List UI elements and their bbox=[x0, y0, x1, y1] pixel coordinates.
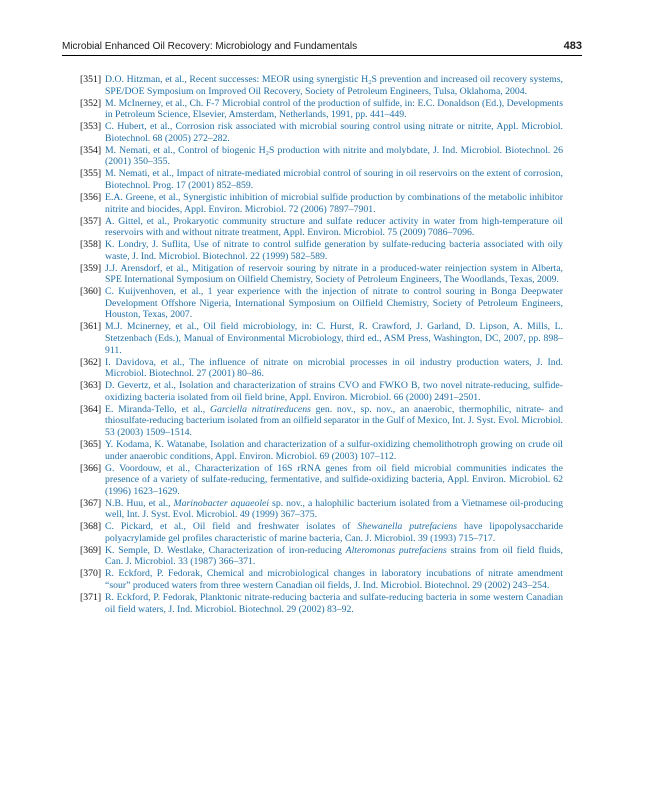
reference-text[interactable] bbox=[105, 498, 563, 521]
reference-number: [359] bbox=[80, 262, 102, 274]
reference-text-segment: G. Voordouw, et al., Characterization of 16S rRNA genes from oil field microbial communities indicates the presence of a variety of sulfate-reducing, fermentative, and sulfide-oxidizing bacteria, Appl. Environ. Microbiol. 62 (1996) 1623–1629. bbox=[105, 462, 563, 497]
reference-text-segment: have lipopolysaccharide polyacrylamide gel profiles characteristic of marine bacteria, Can. J. Microbiol. 39 (1993) 715–717. bbox=[105, 521, 564, 544]
reference-item bbox=[80, 263, 563, 286]
reference-text-segment: J.J. Arensdorf, et al., Mitigation of reservoir souring by nitrate in a produced-water reinjection system in Alberta, SPE International Symposium on Oilfield Chemistry, Society of Petroleum Engineers, The Woodlands, Texas, 2009. bbox=[105, 262, 563, 286]
reference-item bbox=[80, 439, 563, 462]
reference-text-segment: I. Davidova, et al., The influence of nitrate on microbial processes in oil industry production waters, J. Ind. Microbiol. Biotechnol. 27 (2001) 80–86. bbox=[105, 356, 563, 380]
running-head bbox=[62, 40, 582, 52]
reference-text[interactable] bbox=[105, 239, 563, 262]
reference-text-segment: A. Gittel, et al., Prokaryotic community structure and sulfate reducer activity in water from high-temperature oil reservoirs with and without nitrate treatment, Appl. Environ. Microbiol. 75 (2009) 7086–7096. bbox=[105, 215, 563, 239]
reference-text[interactable] bbox=[105, 192, 563, 215]
reference-number: [354] bbox=[80, 144, 102, 156]
reference-text[interactable] bbox=[105, 286, 563, 320]
reference-number: [363] bbox=[80, 380, 102, 392]
reference-item bbox=[80, 498, 563, 521]
reference-text[interactable] bbox=[105, 321, 563, 355]
running-title: Microbial Enhanced Oil Recovery: Microbiology and Fundamentals bbox=[62, 41, 358, 52]
reference-text-segment: gen. nov., sp. nov., an anaerobic, thermophilic, nitrate- and thiosulfate-reducing bacterium isolated from an oilfield separator in the Gulf of Mexico, Int. J. Syst. Evol. Microbiol. 53 (2003) 1509–1514. bbox=[105, 403, 563, 438]
reference-number: [352] bbox=[80, 97, 102, 109]
reference-item bbox=[80, 216, 563, 239]
species-name: Garciella nitratireducens bbox=[209, 403, 311, 415]
reference-item bbox=[80, 98, 563, 121]
reference-text[interactable] bbox=[105, 380, 563, 403]
reference-text[interactable] bbox=[105, 98, 563, 121]
reference-item bbox=[80, 239, 563, 262]
reference-item bbox=[80, 321, 563, 356]
reference-number: [353] bbox=[80, 121, 102, 133]
reference-number: [362] bbox=[80, 356, 102, 368]
page-number: 483 bbox=[563, 40, 582, 52]
reference-item bbox=[80, 592, 563, 615]
reference-item bbox=[80, 74, 563, 97]
reference-item bbox=[80, 168, 563, 191]
reference-text[interactable] bbox=[105, 121, 563, 144]
reference-list bbox=[80, 74, 563, 616]
reference-text-segment: K. Semple, D. Westlake, Characterization of iron-reducing bbox=[105, 544, 346, 556]
reference-number: [351] bbox=[80, 74, 102, 85]
reference-item bbox=[80, 357, 563, 380]
reference-number: [370] bbox=[80, 568, 102, 580]
reference-item bbox=[80, 521, 563, 544]
reference-text[interactable] bbox=[105, 592, 563, 615]
reference-text-segment: C. Hubert, et al., Corrosion risk associated with microbial souring control using nitrate or nitrite, Appl. Microbiol. Biotechnol. 68 (2005) 272–282. bbox=[105, 121, 563, 144]
reference-item bbox=[80, 286, 563, 321]
species-name: Alteromonas putrefaciens bbox=[345, 544, 447, 556]
reference-text[interactable] bbox=[105, 404, 563, 438]
reference-text[interactable] bbox=[105, 357, 563, 380]
reference-item bbox=[80, 568, 563, 591]
reference-text-segment: C. Pickard, et al., Oil field and freshwater isolates of bbox=[105, 521, 358, 533]
reference-text[interactable] bbox=[105, 74, 563, 97]
reference-text[interactable] bbox=[105, 216, 563, 239]
species-name: Marinobacter aquaeolei bbox=[173, 497, 270, 509]
reference-text[interactable] bbox=[105, 463, 563, 497]
reference-item bbox=[80, 145, 563, 168]
reference-number: [365] bbox=[80, 438, 102, 450]
reference-text-segment: M. McInerney, et al., Ch. F-7 Microbial control of the production of sulfide, in: E.C. Donaldson (Ed.), Developments in Petroleum Science, Elsevier, Amsterdam, Netherlands, 1991, pp. 441–449. bbox=[105, 97, 563, 121]
reference-text-segment: strains from oil field fluids, Can. J. Microbiol. 33 (1987) 366–371. bbox=[105, 544, 563, 568]
reference-item bbox=[80, 545, 563, 568]
reference-text-segment: E.A. Greene, et al., Synergistic inhibition of microbial sulfide production by combinations of the metabolic inhibitor nitrite and biocides, Appl. Environ. Microbiol. 72 (2006) 7897–7901. bbox=[105, 191, 563, 215]
header-rule bbox=[62, 55, 582, 56]
reference-text-segment: M.J. Mcinerney, et al., Oil field microbiology, in: C. Hurst, R. Crawford, J. Garland, D. Lipson, A. Mills, L. Stetzenbach (Eds.), Manual of Environmental Microbiology, third ed., ASM Press, Washington, DC, 2007, pp. 898–911. bbox=[105, 321, 563, 356]
reference-number: [366] bbox=[80, 462, 102, 474]
reference-item bbox=[80, 463, 563, 498]
reference-item bbox=[80, 121, 563, 144]
reference-text[interactable] bbox=[105, 439, 563, 462]
reference-text-segment: R. Eckford, P. Fedorak, Chemical and microbiological changes in laboratory incubations of nitrate amendment “sour” produced waters from three western Canadian oil fields, J. Ind. Microbiol. Biotechnol. 29 (2002) 243–254. bbox=[105, 568, 563, 592]
reference-text-segment: Y. Kodama, K. Watanabe, Isolation and characterization of a sulfur-oxidizing chemolithotroph growing on crude oil under anaerobic conditions, Appl. Environ. Microbiol. 69 (2003) 107–112. bbox=[105, 438, 563, 462]
reference-text-segment: K. Londry, J. Suflita, Use of nitrate to control sulfide generation by sulfate-reducing bacteria associated with oily waste, J. Ind. Microbiol. Biotechnol. 22 (1999) 582–589. bbox=[105, 239, 563, 262]
reference-number: [364] bbox=[80, 403, 102, 415]
reference-number: [361] bbox=[80, 321, 102, 333]
reference-number: [368] bbox=[80, 521, 102, 533]
reference-item bbox=[80, 380, 563, 403]
reference-text-segment: R. Eckford, P. Fedorak, Planktonic nitrate-reducing bacteria and sulfate-reducing bacteria in some western Canadian oil field waters, J. Ind. Microbiol. Biotechnol. 29 (2002) 83–92. bbox=[105, 592, 563, 615]
reference-text[interactable] bbox=[105, 168, 563, 191]
species-name: Shewanella putrefaciens bbox=[357, 521, 458, 533]
reference-text[interactable] bbox=[105, 263, 563, 286]
reference-item bbox=[80, 192, 563, 215]
reference-text-segment: M. Nemati, et al., Impact of nitrate-mediated microbial control of souring in oil reservoirs on the extent of corrosion, Biotechnol. Prog. 17 (2001) 852–859. bbox=[105, 168, 563, 191]
reference-text-segment: D. Gevertz, et al., Isolation and characterization of strains CVO and FWKO B, two novel nitrate-reducing, sulfide-oxidizing bacteria isolated from oil field brine, Appl. Environ. Microbiol. 66 (2000) 2491–2501. bbox=[105, 380, 563, 403]
reference-text-segment: D.O. Hitzman, et al., Recent successes: MEOR using synergistic H₂S prevention and increased oil recovery systems, SPE/DOE Symposium on Improved Oil Recovery, Society of Petroleum Engineers, Tulsa, Oklahoma, 2004. bbox=[105, 74, 563, 97]
reference-number: [358] bbox=[80, 239, 102, 251]
reference-number: [356] bbox=[80, 191, 102, 203]
reference-number: [360] bbox=[80, 286, 102, 298]
reference-item bbox=[80, 404, 563, 439]
reference-number: [355] bbox=[80, 168, 102, 180]
reference-text[interactable] bbox=[105, 545, 563, 568]
reference-text[interactable] bbox=[105, 568, 563, 591]
reference-text-segment: E. Miranda-Tello, et al., bbox=[105, 403, 210, 415]
reference-number: [371] bbox=[80, 592, 102, 604]
reference-text-segment: N.B. Huu, et al., bbox=[105, 497, 174, 509]
reference-number: [367] bbox=[80, 497, 102, 509]
reference-text[interactable] bbox=[105, 145, 563, 168]
reference-text-segment: sp. nov., a halophilic bacterium isolated from a Vietnamese oil-producing well, Int. J. Syst. Evol. Microbiol. 49 (1999) 367–375. bbox=[105, 497, 563, 521]
reference-text[interactable] bbox=[105, 521, 563, 544]
reference-number: [369] bbox=[80, 544, 102, 556]
reference-text-segment: M. Nemati, et al., Control of biogenic H₂S production with nitrite and molybdate, J. Ind. Microbiol. Biotechnol. 26 (2001) 350–355. bbox=[105, 144, 563, 168]
reference-text-segment: C. Kuijvenhoven, et al., 1 year experience with the injection of nitrate to control souring in Bonga Deepwater Development Offshore Nigeria, International Symposium on Oilfield Chemistry, Society of Petroleum Engineers, Houston, Texas, 2007. bbox=[105, 286, 563, 321]
reference-number: [357] bbox=[80, 215, 102, 227]
